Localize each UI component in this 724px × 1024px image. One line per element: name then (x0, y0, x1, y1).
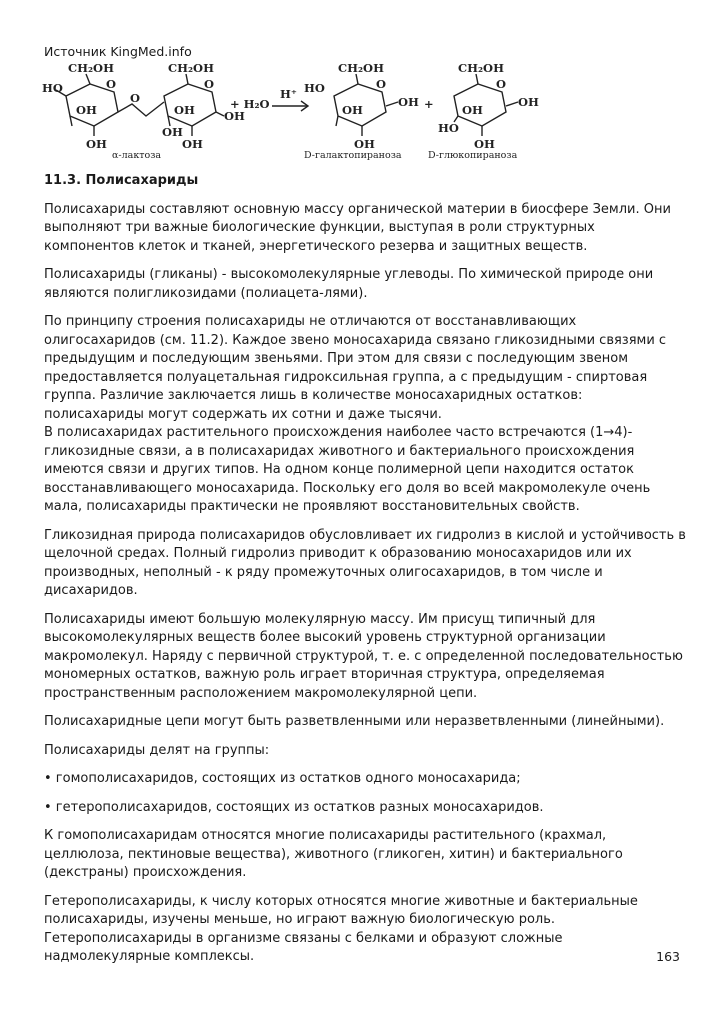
ho-label: HO (304, 81, 325, 95)
ch2oh-label: CH₂OH (338, 61, 384, 75)
oh-label: OH (342, 103, 363, 117)
galactopyranose-caption: D-галактопираноза (304, 150, 402, 161)
oh-label: OH (474, 137, 495, 151)
catalyst-label: H⁺ (280, 87, 297, 101)
ring-oxygen-label: O (106, 77, 117, 91)
oh-label: OH (86, 137, 107, 151)
oh-label: OH (76, 103, 97, 117)
plus-label: + (424, 97, 434, 111)
glycosidic-bond (118, 102, 164, 116)
ch2oh-label: CH₂OH (458, 61, 504, 75)
paragraph: Полисахаридные цепи могут быть разветвленными или неразветвленными (линейными). (44, 714, 665, 729)
paragraph: В полисахаридах растительного происхождения наиболее часто встречаются (1→4)-гликозидные связи, а в полисахаридах животного и бактериального происхождения имеются связи и других типов. На одном конце полимерной цепи находится остаток восстанавливающего моносахарида. Поскольку его доля во всей макромолекуле очень мала, полисахариды практически не проявляют восстановительных свойств. (44, 425, 651, 514)
paragraph: Гликозидная природа полисахаридов обусловливает их гидролиз в кислой и устойчивость в щелочной средах. Полный гидролиз приводит к образованию моносахаридов или их производных, неполный - к ряду промежуточных олигосахаридов, в том числе и дисахаридов. (44, 527, 686, 598)
oh-label: OH (224, 109, 245, 123)
oh-label: OH (398, 95, 419, 109)
ring-oxygen-label: O (496, 77, 507, 91)
ring-oxygen-label: O (376, 77, 387, 91)
oh-label: OH (354, 137, 375, 151)
water-label: + H₂O (230, 97, 270, 111)
bridge-oxygen-label: O (130, 91, 141, 105)
paragraph: Полисахариды делят на группы: (44, 742, 270, 758)
paragraph: Полисахариды составляют основную массу органической материи в биосфере Земли. Они выполняют три важные биологические функции, выступая в роли структурных компонентов клеток и тканей, энергетического резерва и защитных веществ. (44, 201, 671, 254)
oh-label: OH (174, 103, 195, 117)
section-content (44, 172, 686, 977)
ch2oh-label: CH₂OH (68, 61, 114, 75)
paragraph: К гомополисахаридам относятся многие полисахариды растительного (крахмал, целлюлоза, пектиновые вещества), животного (гликоген, хитин) и бактериального (декстраны) происхождения. (44, 828, 623, 880)
paragraph: Гетерополисахариды, к числу которых относятся многие животные и бактериальные полисахариды, изучены меньше, но играют важную биологическую роль. Гетерополисахариды в организме связаны с белками и образуют сложные надмолекулярные комплексы. (44, 893, 638, 964)
list-item: • гомополисахаридов, состоящих из остатков одного моносахарида; (44, 771, 521, 786)
paragraph: Полисахариды (гликаны) - высокомолекулярные углеводы. По химической природе они являются полигликозидами (полиацета-лями). (44, 267, 654, 301)
section-title: 11.3. Полисахариды (44, 173, 199, 188)
page-number: 163 (656, 949, 680, 964)
oh-label: OH (518, 95, 539, 109)
paragraph: Полисахариды имеют большую молекулярную массу. Им присущ типичный для высокомолекулярных веществ более высокий уровень структурной организации макромолекул. Наряду с первичной структурой, т. е. с определенной последовательностью мономерных остатков, важную роль играет вторичная структура, определяемая пространственным расположением макромолекулярной цепи. (44, 611, 683, 701)
list-item: • гетерополисахаридов, состоящих из остатков разных моносахаридов. (44, 799, 544, 815)
oh-label: OH (162, 125, 183, 139)
source-label: Источник KingMed.info (44, 44, 192, 59)
ho-label: HO (438, 121, 459, 135)
paragraph: По принципу строения полисахариды не отличаются от восстанавливающих олигосахаридов (см. 11.2). Каждое звено моносахарида связано гликозидными связями с предыдущим и последующим звеньями. При этом для связи с последующим звеном предоставляется полуацетальная гидроксильная группа, а с предыдущим - спиртовая группа. Различие заключается лишь в количестве моносахаридных остатков: полисахариды могут содержать их сотни и даже тысячи. (44, 314, 667, 422)
lactose-caption: α-лактоза (112, 150, 162, 161)
ho-label: HO (42, 81, 63, 95)
lactose-hydrolysis-diagram (36, 56, 556, 164)
oh-label: OH (462, 103, 483, 117)
reaction-scheme (36, 56, 556, 164)
ch2oh-label: CH₂OH (168, 61, 214, 75)
oh-label: OH (182, 137, 203, 151)
ring-oxygen-label: O (204, 77, 215, 91)
glucopyranose-caption: D-глюкопираноза (428, 150, 518, 161)
